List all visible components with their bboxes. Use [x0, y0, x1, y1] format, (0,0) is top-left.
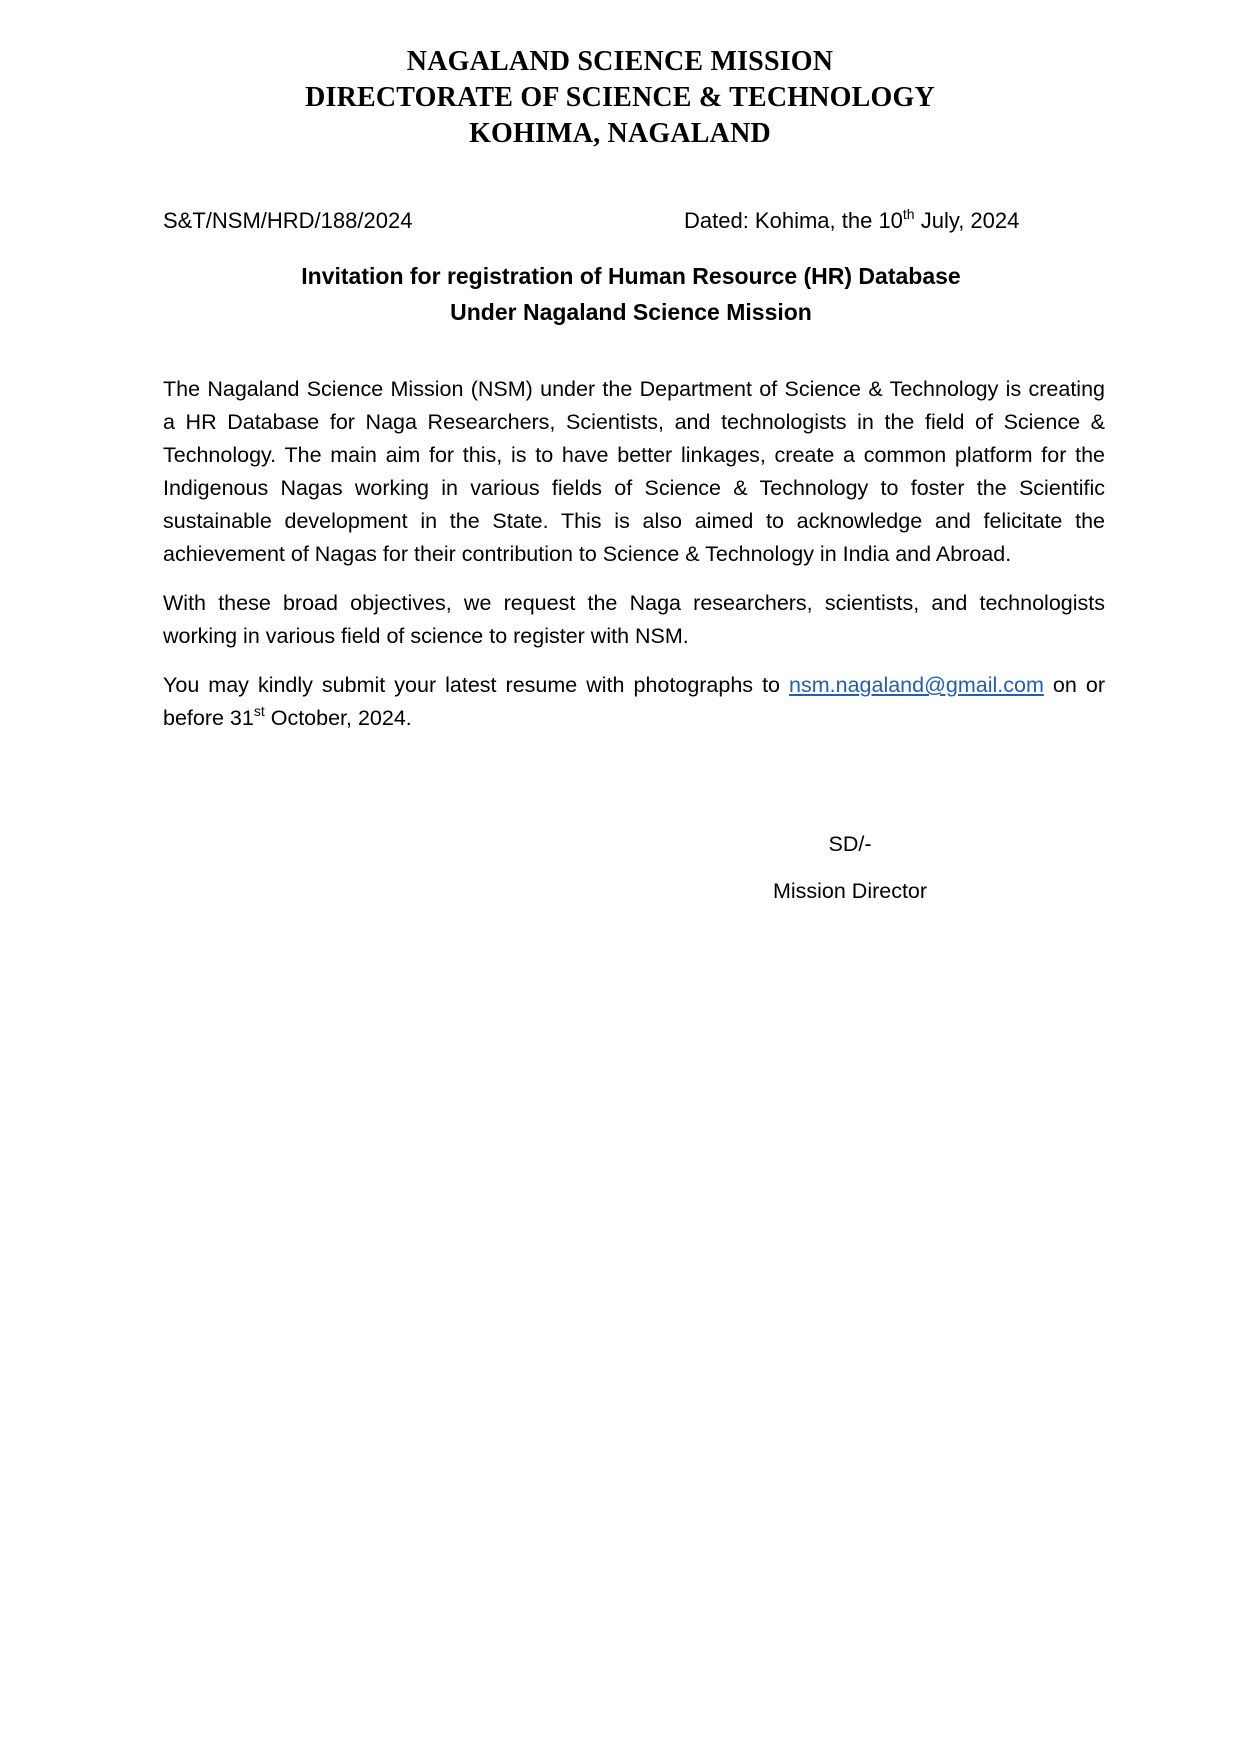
letterhead: [0, 44, 1240, 152]
date-prefix: Dated: Kohima, the 10: [684, 208, 903, 233]
reference-number: S&T/NSM/HRD/188/2024: [163, 208, 413, 233]
letter-body: [163, 373, 1105, 751]
signature-mark: SD/-: [828, 832, 872, 856]
date-suffix: July, 2024: [914, 208, 1020, 233]
date-ordinal-suffix: th: [902, 205, 915, 222]
reference-line: [163, 206, 1103, 236]
subject-line-1: Invitation for registration of Human Resource (HR) Database: [301, 263, 961, 289]
letterhead-organization: NAGALAND SCIENCE MISSION: [406, 46, 834, 77]
signature-block: [700, 829, 1000, 906]
letterhead-location: KOHIMA, NAGALAND: [469, 118, 771, 149]
subject-heading: [0, 258, 1240, 330]
body-paragraph-3: [163, 669, 1105, 735]
document-date: [684, 206, 1019, 236]
letterhead-directorate: DIRECTORATE OF SCIENCE & TECHNOLOGY: [305, 82, 935, 113]
email-link[interactable]: nsm.nagaland@gmail.com: [789, 673, 1044, 697]
body-paragraph-1: The Nagaland Science Mission (NSM) under the Department of Science & Technology is creating a HR Database for Naga Researchers, Scientists, and technologists in the field of Science & Technology. The main aim for this, is to have better linkages, create a common platform for the Indigenous Nagas working in various fields of Science & Technology to foster the Scientific sustainable development in the State. This is also aimed to acknowledge and felicitate the achievement of Nagas for their contribution to Science & Technology in India and Abroad.: [163, 377, 1105, 566]
paragraph3-prefix: You may kindly submit your latest resume with photographs to: [163, 673, 790, 697]
paragraph3-middle: on or before 31: [163, 673, 1105, 730]
paragraph3-suffix: October, 2024.: [264, 706, 412, 730]
subject-line-2: Under Nagaland Science Mission: [450, 299, 812, 325]
deadline-ordinal-suffix: st: [253, 702, 265, 719]
signatory-title: Mission Director: [772, 879, 928, 903]
body-paragraph-2: With these broad objectives, we request the Naga researchers, scientists, and technologists working in various field of science to register with NSM.: [163, 591, 1105, 648]
